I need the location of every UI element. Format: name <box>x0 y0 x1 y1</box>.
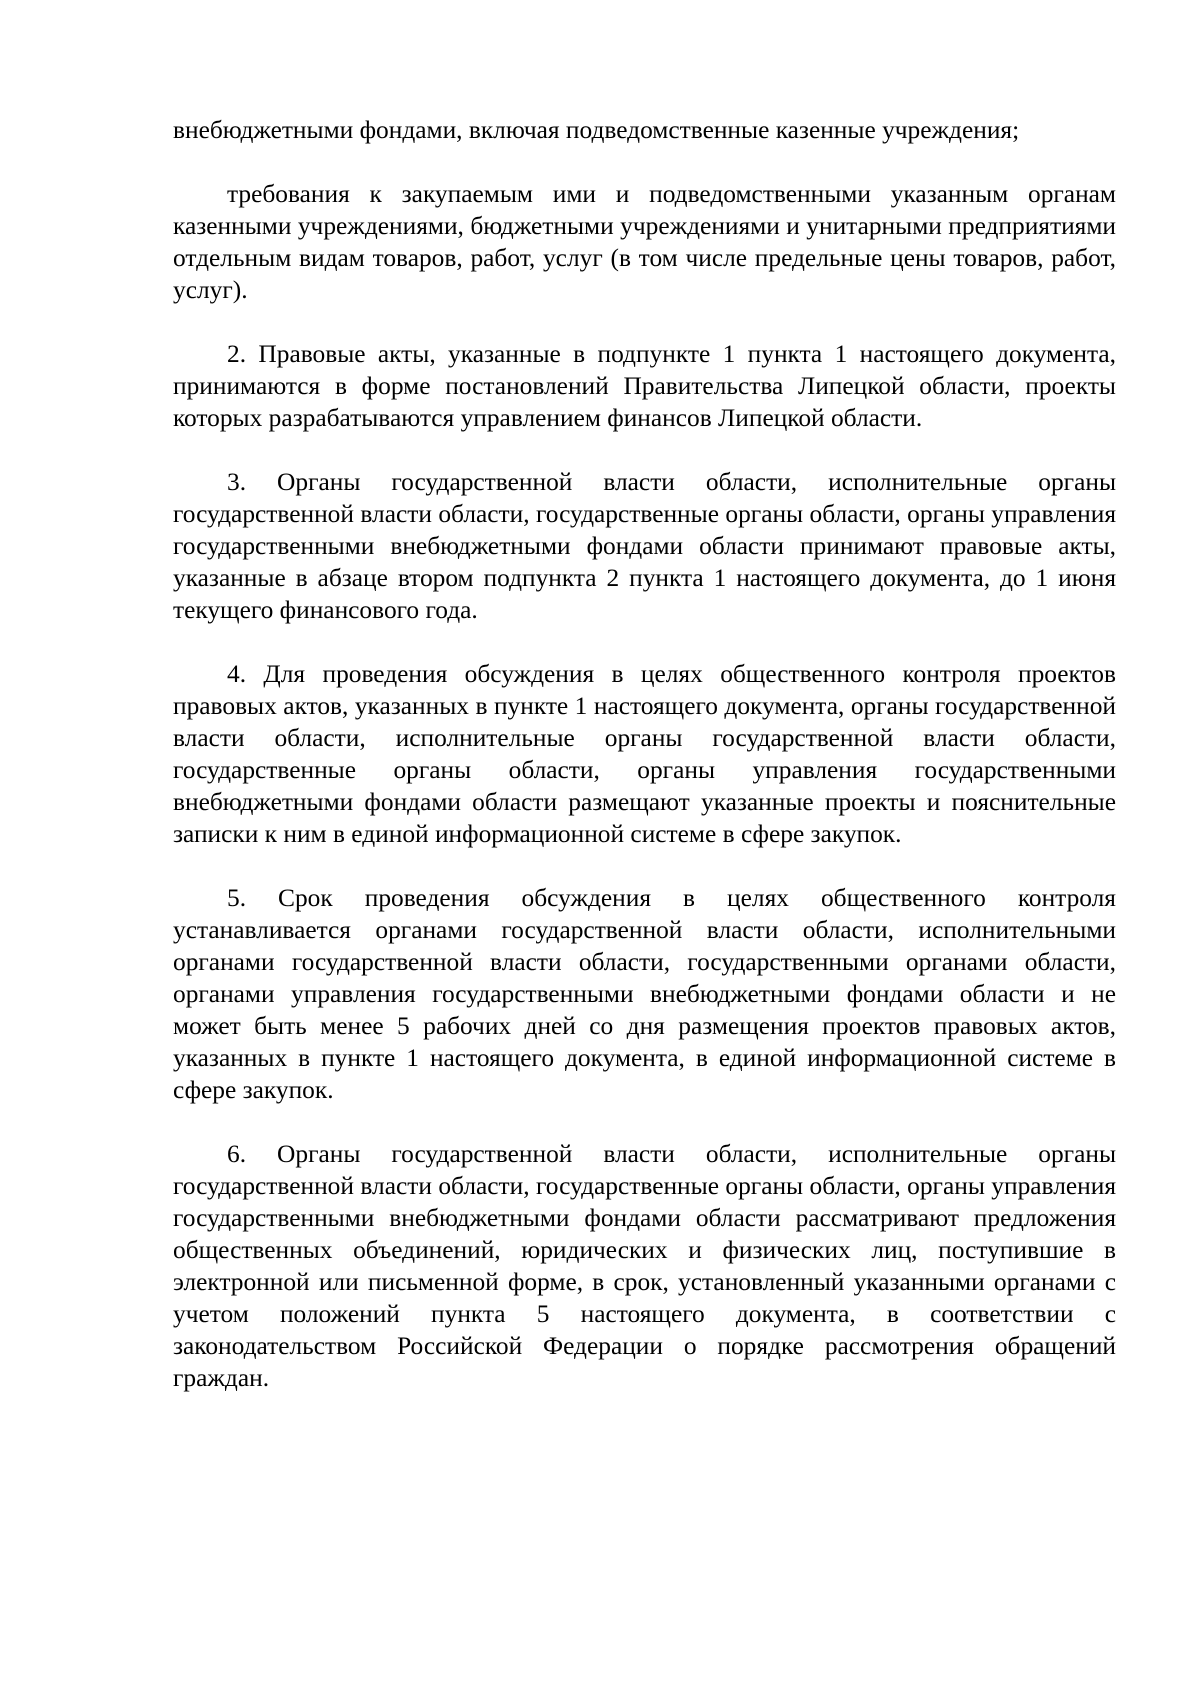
document-body <box>173 114 1116 1426</box>
paragraph-item-6: 6. Органы государственной власти области, исполнительные органы государственной власти области, государственные органы области, органы управления государственными внебюджетными фондами области рассматривают предложения общественных объединений, юридических и физических лиц, поступившие в электронной или письменной форме, в срок, установленный указанными органами с учетом положений пункта 5 настоящего документа, в соответствии с законодательством Российской Федерации о порядке рассмотрения обращений граждан. <box>173 1140 1116 1392</box>
paragraph-item-2: 2. Правовые акты, указанные в подпункте 1 пункта 1 настоящего документа, принимаются в форме постановлений Правительства Липецкой области, проекты которых разрабатываются управлением финансов Липецкой области. <box>173 340 1116 432</box>
paragraph-item-5: 5. Срок проведения обсуждения в целях общественного контроля устанавливается органами государственной власти области, исполнительными органами государственной власти области, государственными органами области, органами управления государственными внебюджетными фондами области и не может быть менее 5 рабочих дней со дня размещения проектов правовых актов, указанных в пункте 1 настоящего документа, в единой информационной системе в сфере закупок. <box>173 884 1116 1104</box>
paragraph-requirements: требования к закупаемым ими и подведомственными указанным органам казенными учреждениями, бюджетными учреждениями и унитарными предприятиями отдельным видам товаров, работ, услуг (в том числе предельные цены товаров, работ, услуг). <box>173 180 1116 304</box>
paragraph-item-4: 4. Для проведения обсуждения в целях общественного контроля проектов правовых актов, указанных в пункте 1 настоящего документа, органы государственной власти области, исполнительные органы государственной власти области, государственные органы области, органы управления государственными внебюджетными фондами области размещают указанные проекты и пояснительные записки к ним в единой информационной системе в сфере закупок. <box>173 660 1116 848</box>
paragraph-item-3: 3. Органы государственной власти области, исполнительные органы государственной власти области, государственные органы области, органы управления государственными внебюджетными фондами области принимают правовые акты, указанные в абзаце втором подпункта 2 пункта 1 настоящего документа, до 1 июня текущего финансового года. <box>173 468 1116 624</box>
paragraph-continuation: внебюджетными фондами, включая подведомственные казенные учреждения; <box>173 116 1020 144</box>
